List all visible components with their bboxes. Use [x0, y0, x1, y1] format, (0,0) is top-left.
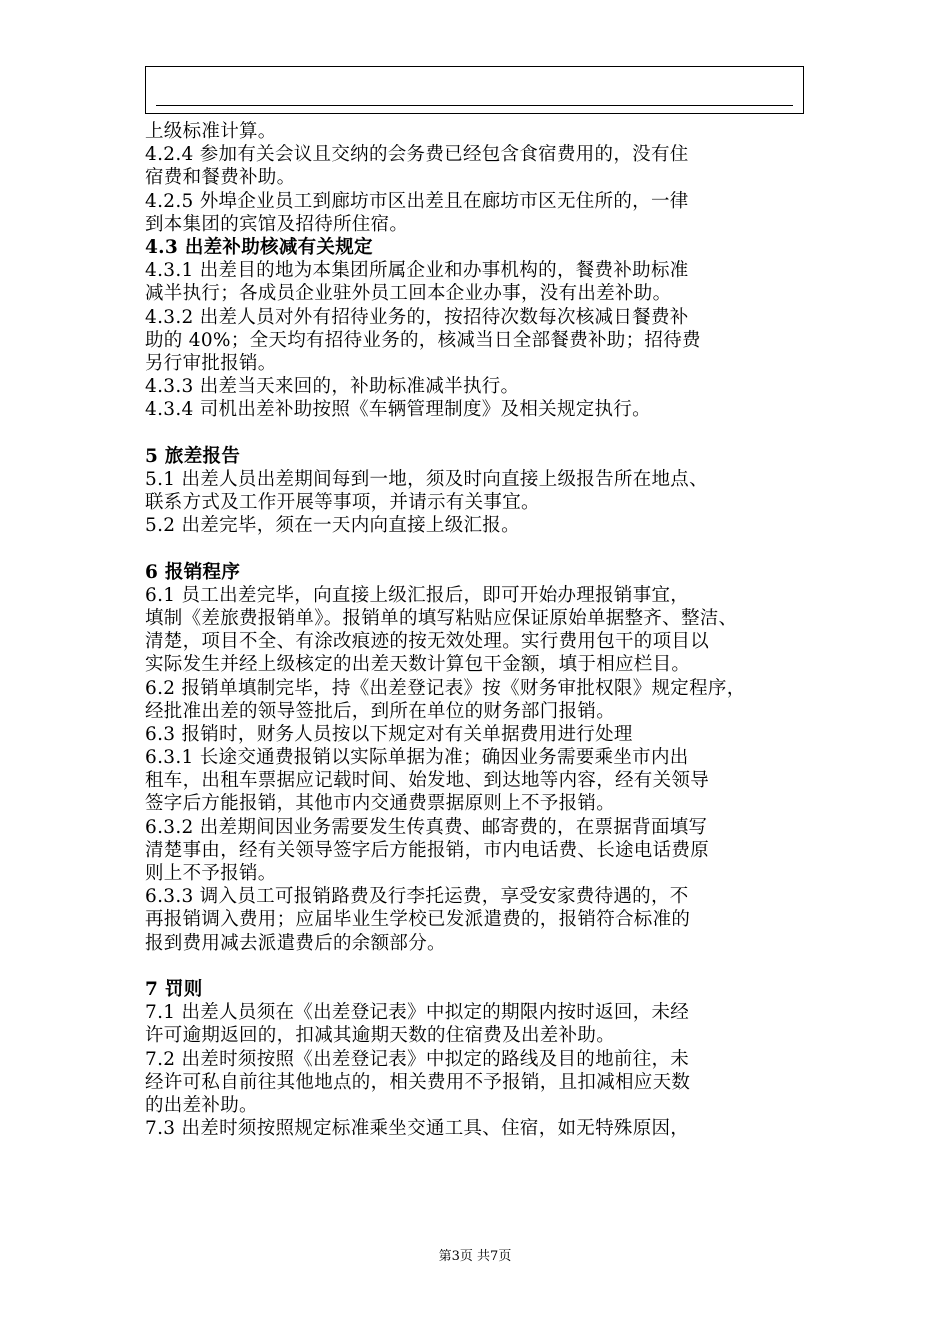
text-line: 清楚事由，经有关领导签字后方能报销，市内电话费、长途电话费原	[145, 839, 710, 861]
text-line: 的出差补助。	[145, 1094, 258, 1116]
text-line: 5.2 出差完毕，须在一天内向直接上级汇报。	[145, 515, 520, 537]
text-line: 报到费用减去派遣费后的余额部分。	[145, 932, 446, 954]
text-line: 租车，出租车票据应记载时间、始发地、到达地等内容，经有关领导	[145, 770, 710, 792]
blank-line	[145, 421, 809, 444]
text-line: 助的 40%；全天均有招待业务的，核减当日全部餐费补助；招待费	[145, 329, 701, 351]
text-line: 4.2.4 参加有关会议且交纳的会务费已经包含食宿费用的，没有住	[145, 144, 689, 166]
text-line: 实际发生并经上级核定的出差天数计算包干金额，填于相应栏目。	[145, 654, 691, 676]
text-line: 7.2 出差时须按照《出差登记表》中拟定的路线及目的地前往，未	[145, 1048, 690, 1070]
blank-line	[145, 537, 809, 560]
text-line: 联系方式及工作开展等事项，并请示有关事宜。	[145, 492, 540, 513]
text-line: 许可逾期返回的，扣减其逾期天数的住宿费及出差补助。	[145, 1025, 616, 1047]
text-line: 6.3.3 调入员工可报销路费及行李托运费，享受安家费待遇的，不	[145, 886, 689, 908]
section-heading: 5 旅差报告	[145, 445, 241, 467]
text-line: 7.3 出差时须按照规定标准乘坐交通工具、住宿，如无特殊原因，	[145, 1118, 690, 1140]
text-line: 4.3.4 司机出差补助按照《车辆管理制度》及相关规定执行。	[145, 399, 651, 421]
text-line: 减半执行；各成员企业驻外员工回本企业办事，没有出差补助。	[145, 283, 672, 305]
text-line: 宿费和餐费补助。	[145, 167, 296, 189]
text-line: 则上不予报销。	[145, 863, 277, 884]
section-heading: 7 罚则	[145, 978, 203, 1000]
text-line: 6.1 员工出差完毕，向直接上级汇报后，即可开始办理报销事宜，	[145, 584, 690, 606]
header-box	[145, 66, 804, 114]
text-line: 7.1 出差人员须在《出差登记表》中拟定的期限内按时返回，未经	[145, 1002, 690, 1024]
text-line: 6.3.2 出差期间因业务需要发生传真费、邮寄费的，在票据背面填写	[145, 816, 708, 838]
text-line: 4.3.3 出差当天来回的，补助标准减半执行。	[145, 376, 520, 398]
text-line: 填制《差旅费报销单》。报销单的填写粘贴应保证原始单据整齐、整洁、	[145, 607, 738, 629]
page-footer: 第3页 共7页	[438, 1249, 512, 1264]
section-heading: 4.3 出差补助核减有关规定	[145, 236, 373, 258]
text-line: 经批准出差的领导签批后，到所在单位的财务部门报销。	[145, 700, 616, 722]
text-line: 上级标准计算。	[145, 121, 277, 142]
text-line: 签字后方能报销，其他市内交通费票据原则上不予报销。	[145, 793, 616, 815]
text-line: 4.2.5 外埠企业员工到廊坊市区出差且在廊坊市区无住所的，一律	[145, 190, 689, 212]
header-rule	[156, 105, 793, 106]
document-body	[145, 120, 809, 1140]
blank-line	[145, 955, 809, 978]
text-line: 4.3.1 出差目的地为本集团所属企业和办事机构的，餐费补助标准	[145, 260, 689, 282]
text-line: 6.3 报销时，财务人员按以下规定对有关单据费用进行处理	[145, 723, 633, 745]
text-line: 4.3.2 出差人员对外有招待业务的，按招待次数每次核减日餐费补	[145, 306, 689, 328]
text-line: 经许可私自前往其他地点的，相关费用不予报销，且扣减相应天数	[145, 1071, 691, 1093]
text-line: 清楚，项目不全、有涂改痕迹的按无效处理。实行费用包干的项目以	[145, 631, 710, 653]
text-line: 另行审批报销。	[145, 352, 277, 374]
text-line: 5.1 出差人员出差期间每到一地，须及时向直接上级报告所在地点、	[145, 468, 708, 490]
text-line: 再报销调入费用；应届毕业生学校已发派遣费的，报销符合标准的	[145, 909, 691, 931]
section-heading: 6 报销程序	[145, 561, 241, 583]
text-line: 到本集团的宾馆及招待所住宿。	[145, 213, 409, 235]
text-line: 6.2 报销单填制完毕，持《出差登记表》按《财务审批权限》规定程序，	[145, 677, 746, 699]
text-line: 6.3.1 长途交通费报销以实际单据为准；确因业务需要乘坐市内出	[145, 747, 689, 769]
